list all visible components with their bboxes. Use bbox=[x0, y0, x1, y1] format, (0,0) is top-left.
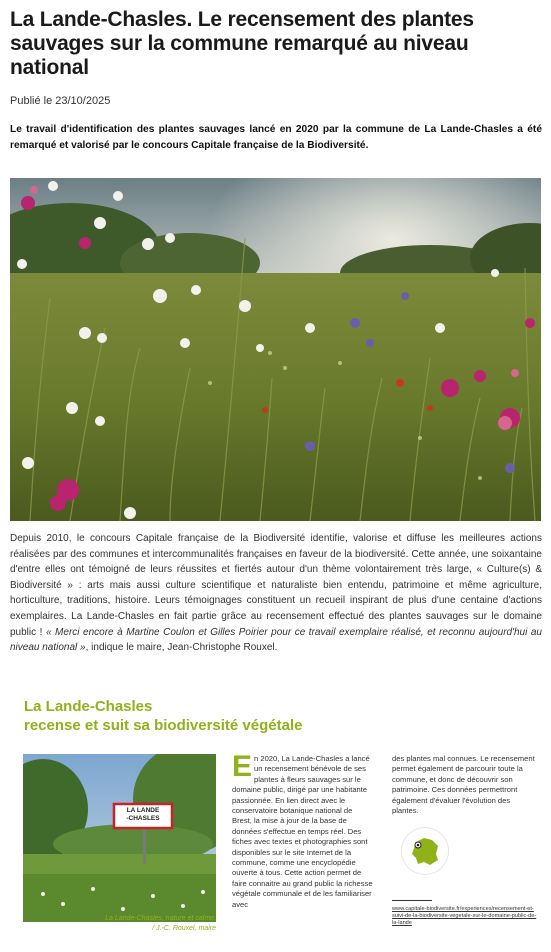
sign-line-2: -CHASLES bbox=[126, 815, 160, 822]
article-lead: Le travail d'identification des plantes sauvages lancé en 2020 par la commune de La Lande-Chasles a été remarqué et valorisé par le concours Capitale française de la Biodiversité. bbox=[10, 124, 542, 151]
clipping-column-1 bbox=[232, 750, 374, 910]
clipping-heading-line1: La Lande-Chasles bbox=[24, 698, 153, 715]
body-part-2: , indique le maire, Jean-Christophe Rouxel. bbox=[85, 642, 278, 654]
caption-line-1: La Lande-Chasles, nature et calme. bbox=[105, 915, 216, 922]
source-url[interactable]: www.capitale-biodiversite.fr/experiences/recensement-et-suivi-de-la-biodiversite-vegetale-sur-le-domaine-public-de-la-lande bbox=[392, 906, 537, 926]
article-body bbox=[10, 531, 542, 656]
mayor-quote: « Merci encore à Martine Coulon et Gilles Poirier pour ce travail exemplaire réalisé, et reconnu aujourd'hui au niveau national » bbox=[10, 626, 542, 654]
village-sign-photo bbox=[23, 754, 216, 922]
body-part-1: Depuis 2010, le concours Capitale française de la Biodiversité identifie, valorise et diffuse les meilleures actions réalisées par des communes et intercommunalités françaises en faveur de la biodiversité. Cette année, une soixantaine d'entre elles ont témoigné de leurs réussites et fiertés autour d'un thème volontairement très large, « Culture(s) & Biodiversité » : arts mais aussi culture scientifique et naturaliste bien entendu, patrimoine et même agriculture, horticulture, traditions, histoire. Leurs témoignages constituent un recueil inspirant de plus d'une centaine d'actions exemplaires. La Lande-Chasles en fait partie grâce au recensement effectué des plantes sauvages sur le domaine public ! bbox=[10, 533, 542, 638]
article-title: La Lande-Chasles. Le recensement des plantes sauvages sur la commune remarqué au niveau national bbox=[10, 8, 474, 79]
sign-text bbox=[117, 807, 169, 823]
sign-line-1: LA LANDE bbox=[126, 807, 160, 814]
france-map-icon bbox=[402, 828, 448, 874]
clipping-column-1-text: n 2020, La Lande-Chasles a lancé un recensement bénévole de ses plantes à fleurs sauvages sur le domaine public, dirigé par une habitante passionnée. En lien direct avec le conservatoire botanique national de Brest, la mise à jour de la base de données s'effectue en temps réel. Des fiches avec textes et photographies sont disponibles sur le site Internet de la commune, comme une encyclopédie ouverte à tous. Cette action permet de faire connaitre au grand public la richesse végétale communale et de les familiariser avec bbox=[232, 754, 373, 909]
url-divider bbox=[392, 900, 432, 901]
drop-cap: E bbox=[232, 750, 253, 783]
caption-line-2: / J.-C. Rouxel, maire bbox=[152, 925, 216, 932]
hero-image-wildflowers bbox=[10, 178, 541, 521]
clipping-heading-line2: recense et suit sa biodiversité végétale bbox=[24, 717, 303, 734]
clipping-column-2: des plantes mal connues. Le recensement permet également de parcourir toute la commune, et donc de découvrir son patrimoine. Ces données permettront également d'évaluer l'évolution des plantes. bbox=[392, 754, 535, 816]
magazine-clipping bbox=[10, 688, 541, 944]
publish-date: Publié le 23/10/2025 bbox=[10, 95, 111, 107]
photo-caption bbox=[23, 914, 216, 934]
